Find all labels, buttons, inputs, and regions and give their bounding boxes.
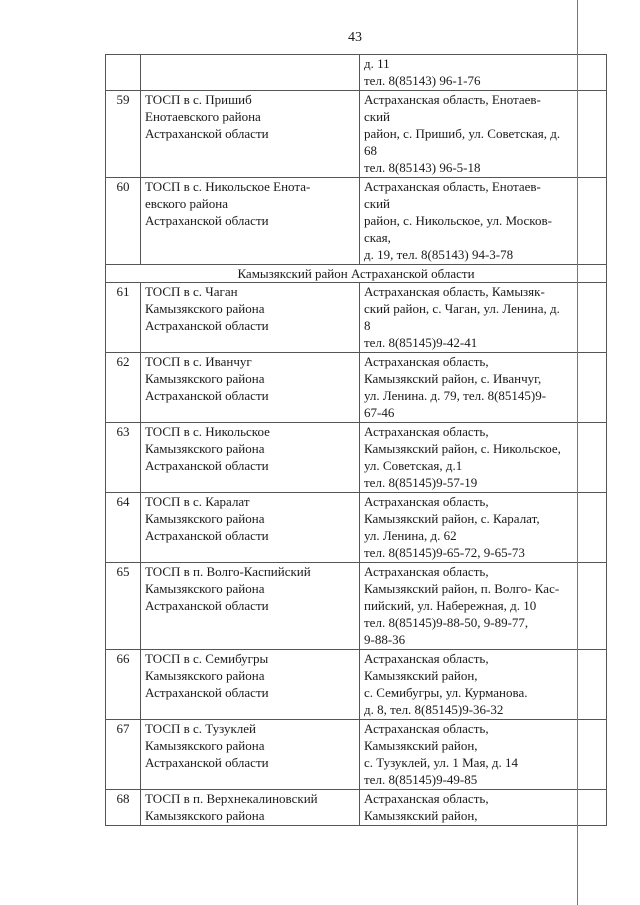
table-row [106, 283, 607, 353]
table-row [106, 563, 607, 650]
row-number: 65 [106, 563, 141, 650]
row-number: 67 [106, 720, 141, 790]
office-name: ТОСП в с. Чаган Камызякского района Астраханской области [141, 283, 360, 353]
office-name [141, 55, 360, 91]
table-row [106, 91, 607, 178]
office-address: д. 11 тел. 8(85143) 96-1-76 [360, 55, 607, 91]
office-address: Астраханская область, Енотаев- ский район, с. Никольское, ул. Москов- ская, д. 19, тел. 8(85143) 94-3-78 [360, 178, 607, 265]
table-row [106, 493, 607, 563]
office-address: Астраханская область, Камызякский район, с. Тузуклей, ул. 1 Мая, д. 14 тел. 8(85145)9-49-85 [360, 720, 607, 790]
office-name: ТОСП в с. Тузуклей Камызякского района Астраханской области [141, 720, 360, 790]
row-number: 64 [106, 493, 141, 563]
scan-edge-line [577, 0, 578, 905]
row-number: 60 [106, 178, 141, 265]
office-address: Астраханская область, Камызякский район, с. Иванчуг, ул. Ленина. д. 79, тел. 8(85145)9- 67-46 [360, 353, 607, 423]
row-number: 63 [106, 423, 141, 493]
table-row [106, 650, 607, 720]
office-address: Астраханская область, Камызякский район, с. Семибугры, ул. Курманова. д. 8, тел. 8(85145)9-36-32 [360, 650, 607, 720]
office-address: Астраханская область, Енотаев- ский район, с. Пришиб, ул. Советская, д. 68 тел. 8(85143) 96-5-18 [360, 91, 607, 178]
row-number: 61 [106, 283, 141, 353]
office-name: ТОСП в п. Верхнекалиновский Камызякского района [141, 790, 360, 826]
row-number: 59 [106, 91, 141, 178]
table-row [106, 353, 607, 423]
table-row [106, 423, 607, 493]
row-number: 66 [106, 650, 141, 720]
office-name: ТОСП в с. Никольское Камызякского района Астраханской области [141, 423, 360, 493]
page-number: 43 [348, 30, 362, 45]
office-address: Астраханская область, Камызякский район, п. Волго- Кас- пийский, ул. Набережная, д. 10 тел. 8(85145)9-88-50, 9-89-77, 9-88-36 [360, 563, 607, 650]
row-number: 68 [106, 790, 141, 826]
offices-table [105, 54, 607, 826]
row-number [106, 55, 141, 91]
office-name: ТОСП в с. Никольское Енота- евского района Астраханской области [141, 178, 360, 265]
office-address: Астраханская область, Камызякский район, [360, 790, 607, 826]
table-row [106, 178, 607, 265]
table-row [106, 720, 607, 790]
office-name: ТОСП в с. Семибугры Камызякского района Астраханской области [141, 650, 360, 720]
table-row [106, 55, 607, 91]
office-address: Астраханская область, Камызякский район, с. Каралат, ул. Ленина, д. 62 тел. 8(85145)9-65-72, 9-65-73 [360, 493, 607, 563]
office-name: ТОСП в с. Каралат Камызякского района Астраханской области [141, 493, 360, 563]
section-row [106, 265, 607, 283]
table-row [106, 790, 607, 826]
office-address: Астраханская область, Камызякский район, с. Никольское, ул. Советская, д.1 тел. 8(85145)9-57-19 [360, 423, 607, 493]
office-name: ТОСП в с. Пришиб Енотаевского района Астраханской области [141, 91, 360, 178]
office-name: ТОСП в п. Волго-Каспийский Камызякского района Астраханской области [141, 563, 360, 650]
office-name: ТОСП в с. Иванчуг Камызякского района Астраханской области [141, 353, 360, 423]
row-number: 62 [106, 353, 141, 423]
office-address: Астраханская область, Камызяк- ский район, с. Чаган, ул. Ленина, д. 8 тел. 8(85145)9-42-41 [360, 283, 607, 353]
section-heading: Камызякский район Астраханской области [106, 265, 607, 283]
